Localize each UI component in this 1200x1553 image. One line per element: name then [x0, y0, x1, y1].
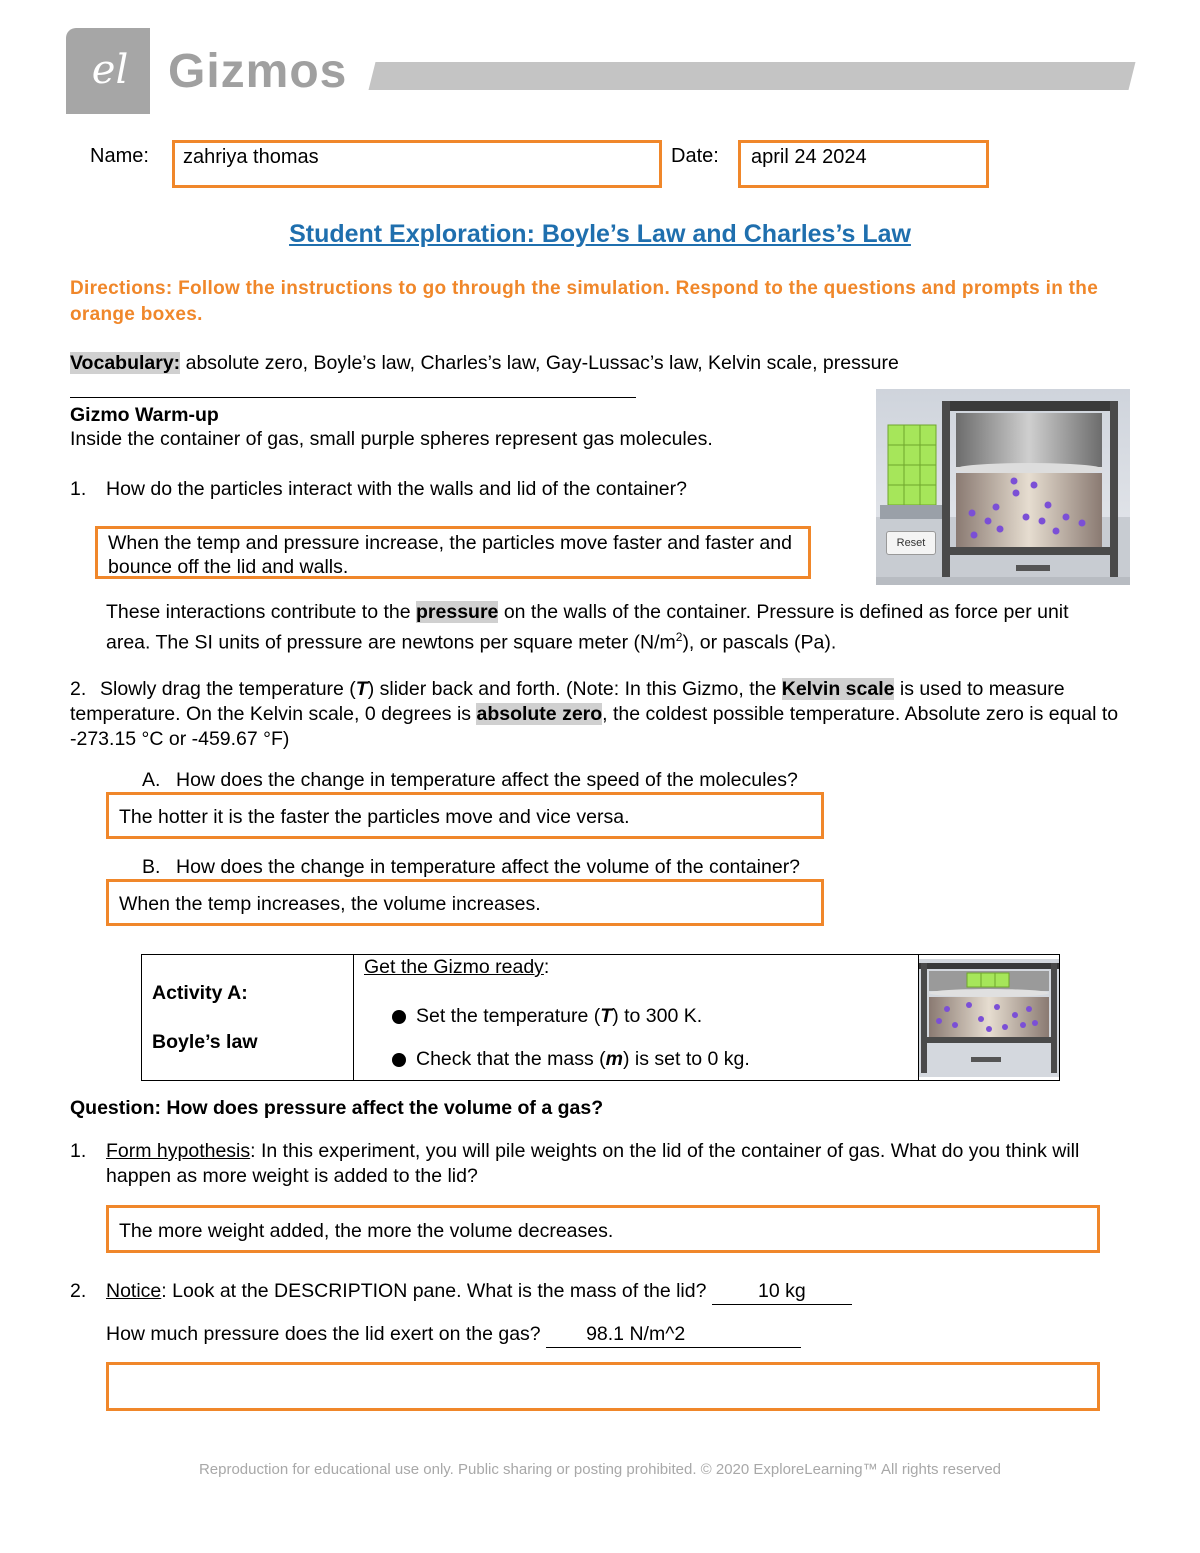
- q2-paragraph: [70, 677, 1120, 752]
- brand-name: Gizmos: [168, 45, 348, 98]
- aq1-number: 1.: [70, 1140, 87, 1162]
- date-value: april 24 2024: [751, 146, 867, 168]
- date-field[interactable]: [738, 140, 989, 188]
- lid-pressure-blank[interactable]: 98.1 N/m^2: [546, 1322, 801, 1348]
- qA-answer: The hotter it is the faster the particles move and vice versa.: [119, 806, 630, 828]
- pressure-unit-sup: 2: [675, 630, 683, 644]
- aq1-label: Form hypothesis: [106, 1140, 251, 1162]
- lid-pressure-line: [106, 1322, 1116, 1348]
- ready-heading: [364, 955, 918, 980]
- qA-text: How does the change in temperature affect the speed of the molecules?: [176, 769, 798, 791]
- aq1-answer: The more weight added, the more the volume decreases.: [119, 1220, 614, 1242]
- b2-mass-symbol: m: [605, 1048, 624, 1070]
- pressure-text-a: These interactions contribute to the: [106, 601, 417, 623]
- q2-text-c: is used to measure temperature. On the Kelvin scale, 0 degrees is: [70, 678, 1065, 725]
- gas-container-svg: [876, 389, 1130, 585]
- name-label: Name:: [90, 145, 149, 167]
- warmup-intro: Inside the container of gas, small purple spheres represent gas molecules.: [70, 428, 713, 450]
- b2-text-b: ) is set to 0 kg.: [623, 1048, 750, 1070]
- pressure-text-c: ), or pascals (Pa).: [682, 631, 837, 654]
- vocabulary-terms: absolute zero, Boyle’s law, Charles’s law, Gay-Lussac’s law, Kelvin scale, pressure: [185, 352, 899, 374]
- qB-label: B.: [142, 856, 161, 878]
- bullet-check-mass: [392, 1047, 918, 1072]
- q1-answer: When the temp and pressure increase, the particles move faster and faster and bounce off the lid and walls.: [108, 532, 792, 578]
- brand-bar: [369, 62, 1136, 90]
- bullet-set-temperature: [392, 1004, 918, 1029]
- activity-table: [141, 954, 1060, 1081]
- lid-pressure-question: How much pressure does the lid exert on the gas?: [106, 1323, 541, 1345]
- aq1-text: : In this experiment, you will pile weights on the lid of the container of gas. What do you think will happen as more weight is added to the lid?: [106, 1140, 1080, 1187]
- q2-text-d: , the coldest possible temperature. Absolute zero is equal to -273.15 °C or -459.67 °F): [70, 703, 1119, 750]
- activity-image-cell: [919, 955, 1060, 1081]
- qA-label: A.: [142, 769, 161, 791]
- aq2-answer: [109, 1365, 1097, 1369]
- b1-text-b: ) to 300 K.: [612, 1005, 703, 1027]
- qB-answer-box[interactable]: [106, 879, 824, 926]
- aq1-paragraph: [106, 1139, 1116, 1189]
- qA-answer-box[interactable]: [106, 792, 824, 839]
- q2-text-b: ) slider back and forth. (Note: In this Gizmo, the: [367, 678, 782, 700]
- pressure-paragraph: [106, 600, 1106, 656]
- q2-number: 2.: [70, 678, 87, 700]
- directions-text: Directions: Follow the instructions to go through the simulation. Respond to the questions and prompts in the orange boxes.: [70, 278, 1099, 325]
- date-label: Date:: [671, 145, 719, 167]
- b1-temp-symbol: T: [600, 1005, 613, 1027]
- name-field[interactable]: [172, 140, 662, 188]
- aq2-answer-box[interactable]: [106, 1362, 1100, 1411]
- absolute-zero-term: absolute zero: [476, 703, 603, 725]
- activity-question: Question: How does pressure affect the volume of a gas?: [70, 1097, 604, 1119]
- q1-text: How do the particles interact with the walls and lid of the container?: [106, 478, 687, 500]
- ready-text: Get the Gizmo ready: [364, 956, 544, 978]
- ready-colon: :: [543, 956, 550, 978]
- name-value: zahriya thomas: [183, 146, 319, 168]
- footer-copyright: Reproduction for educational use only. Public sharing or posting prohibited. © 2020 ExploreLearning™ All rights reserved: [198, 1461, 1002, 1478]
- activity-container-svg: [919, 959, 1059, 1077]
- pressure-term: pressure: [416, 601, 499, 623]
- bullet-icon: [392, 1010, 406, 1024]
- lid-mass-blank[interactable]: 10 kg: [712, 1279, 852, 1305]
- bullet-icon: [392, 1053, 406, 1067]
- qB-text: How does the change in temperature affect the volume of the container?: [176, 856, 801, 878]
- warmup-heading: Gizmo Warm-up: [70, 404, 219, 426]
- activity-name: Boyle’s law: [152, 1031, 258, 1053]
- b2-text-a: Check that the mass (: [416, 1048, 606, 1070]
- q2-text-a: Slowly drag the temperature (: [100, 678, 356, 700]
- vocabulary-line: [70, 351, 1130, 376]
- q1-answer-box[interactable]: [95, 526, 811, 579]
- section-divider: [70, 397, 636, 398]
- q2-temp-symbol: T: [355, 678, 368, 700]
- q1-number: 1.: [70, 478, 87, 500]
- aq2-text: : Look at the DESCRIPTION pane. What is the mass of the lid?: [161, 1280, 707, 1302]
- activity-label: Activity A:: [152, 982, 248, 1004]
- kelvin-scale-term: Kelvin scale: [781, 678, 895, 700]
- aq2-paragraph: [106, 1279, 1116, 1305]
- qB-answer: When the temp increases, the volume increases.: [119, 893, 541, 915]
- b1-text-a: Set the temperature (: [416, 1005, 601, 1027]
- pressure-text-b: on the walls of the container. Pressure is defined as force per unit area. The SI units of pressure are newtons per square meter (N/m: [106, 601, 1069, 654]
- explorelearning-logo-icon: el: [91, 47, 129, 93]
- activity-label-cell: [142, 955, 354, 1081]
- page-title: Student Exploration: Boyle’s Law and Charles’s Law: [289, 220, 911, 248]
- vocabulary-label: Vocabulary:: [70, 352, 181, 374]
- activity-instructions-cell: [354, 955, 919, 1081]
- gizmo-container-illustration: [876, 389, 1130, 585]
- aq1-answer-box[interactable]: [106, 1205, 1100, 1253]
- aq2-label: Notice: [106, 1280, 162, 1302]
- green-weights: [888, 425, 936, 505]
- aq2-number: 2.: [70, 1280, 87, 1302]
- reset-button[interactable]: Reset: [886, 531, 936, 555]
